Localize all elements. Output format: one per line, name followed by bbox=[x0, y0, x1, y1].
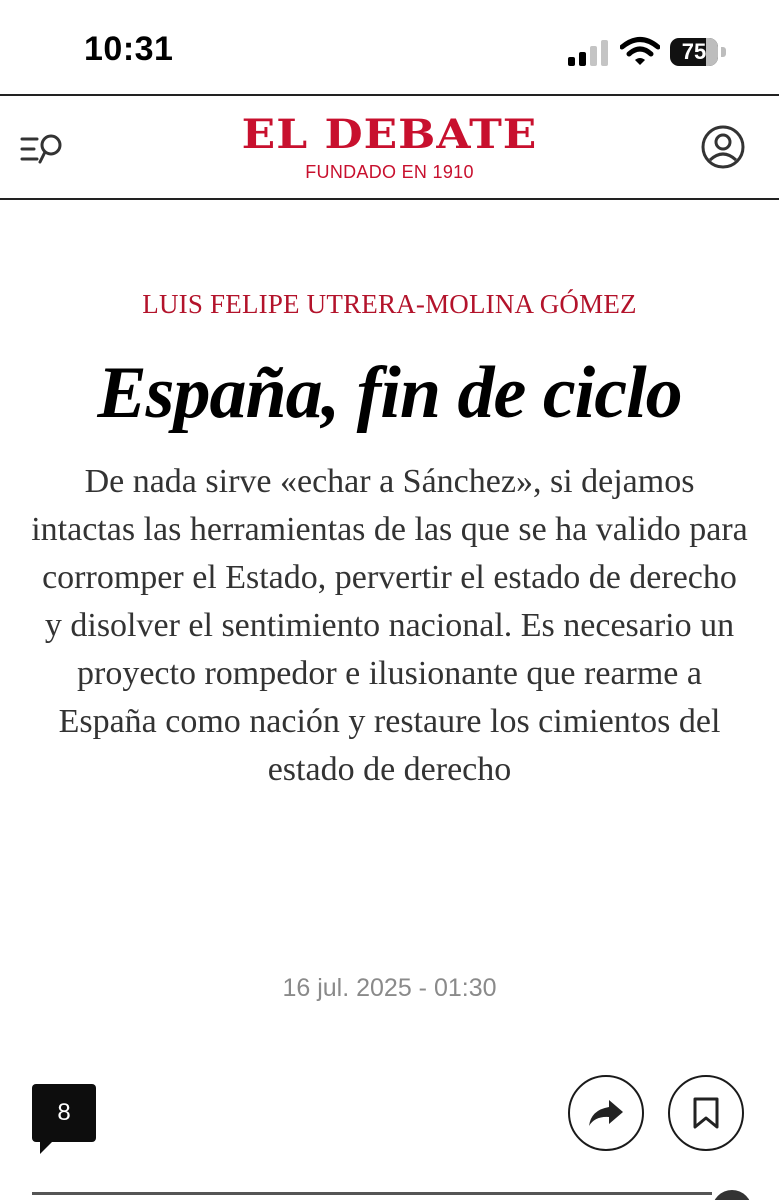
battery-icon bbox=[670, 38, 728, 66]
share-button[interactable] bbox=[568, 1075, 644, 1151]
account-icon[interactable] bbox=[700, 124, 746, 170]
bottom-divider bbox=[32, 1192, 712, 1195]
comments-button[interactable] bbox=[32, 1084, 96, 1142]
menu-search-icon[interactable] bbox=[20, 132, 64, 166]
status-time: 10:31 bbox=[84, 30, 174, 68]
partial-avatar bbox=[712, 1190, 752, 1200]
brand-logo[interactable] bbox=[200, 112, 579, 184]
comments-count: 8 bbox=[57, 1099, 71, 1126]
wifi-icon bbox=[620, 36, 660, 66]
cellular-signal-icon bbox=[568, 40, 610, 66]
brand-tagline: FUNDADO EN 1910 bbox=[305, 162, 474, 182]
brand-name: EL DEBATE bbox=[241, 111, 538, 158]
bookmark-icon bbox=[692, 1096, 720, 1130]
site-header bbox=[0, 94, 779, 200]
article-subtitle: De nada sirve «echar a Sánchez», si dejamos intactas las herramientas de las que se ha valido para corromper el Estado, pervertir el estado de derecho y disolver el sentimiento nacional. Es necesario un proyecto rompedor e ilusionante que rearme a España como nación y restaure los cimientos del estado de derecho bbox=[31, 463, 748, 788]
article-author[interactable]: LUIS FELIPE UTRERA-MOLINA GÓMEZ bbox=[142, 289, 637, 319]
share-icon bbox=[587, 1098, 625, 1128]
battery-level: 75 bbox=[681, 39, 707, 64]
article-headline: España, fin de ciclo bbox=[97, 352, 682, 434]
comments-bubble-tail bbox=[40, 1140, 54, 1154]
bookmark-button[interactable] bbox=[668, 1075, 744, 1151]
status-bar bbox=[0, 0, 779, 96]
article-timestamp: 16 jul. 2025 - 01:30 bbox=[282, 974, 497, 1002]
